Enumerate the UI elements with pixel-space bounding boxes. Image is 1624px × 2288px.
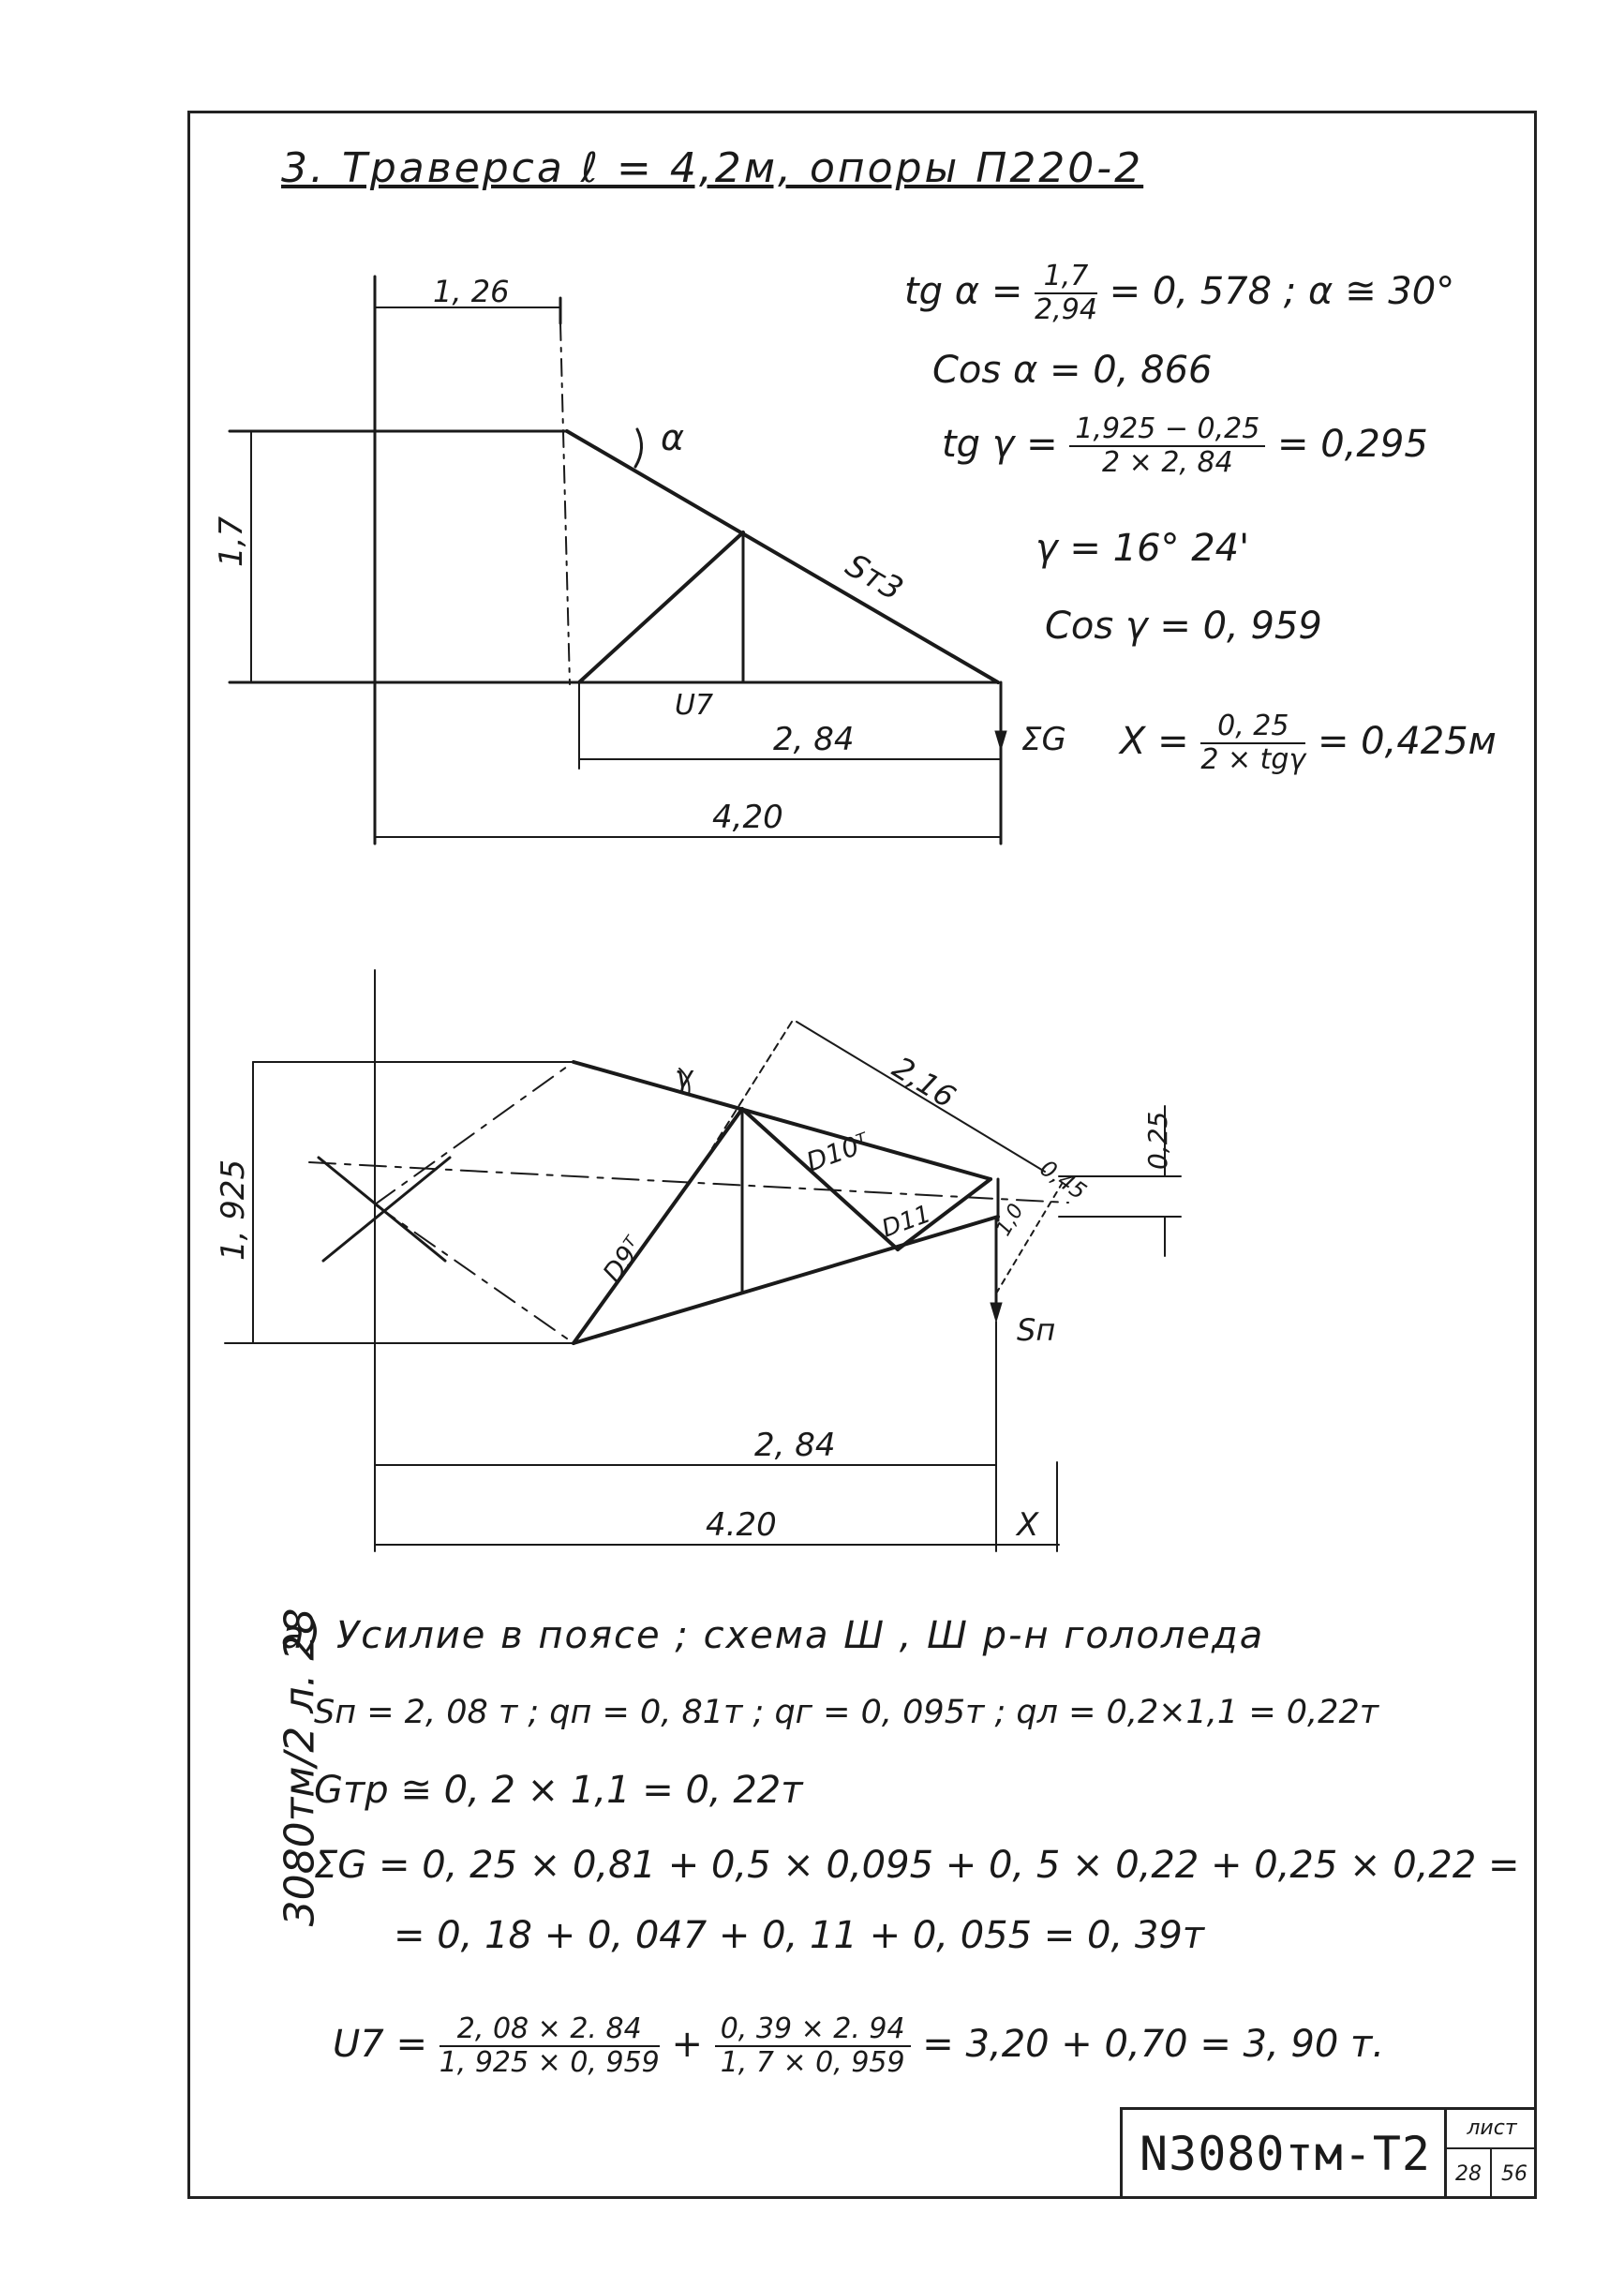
- d2-label-216: 2,16: [886, 1049, 962, 1115]
- calc-u7-numerator-1: 2, 08 × 2. 84: [440, 2015, 660, 2047]
- d1-label-420: 4,20: [712, 799, 783, 836]
- d2-label-d10: D10ᵀ: [802, 1127, 873, 1178]
- formula-tg-gamma-denominator: 2 × 2, 84: [1102, 446, 1233, 479]
- d2-cross-line-b: [323, 1158, 450, 1261]
- formula-tg-gamma-rhs: = 0,295: [1277, 423, 1428, 466]
- d2-label-d11: D11: [878, 1200, 935, 1244]
- d1-load-arrowhead: [995, 731, 1006, 750]
- d2-label-gamma: γ: [675, 1059, 693, 1095]
- d2-dim-216-extension: [712, 1022, 792, 1148]
- calc-u7-numerator-2: 0, 39 × 2. 94: [715, 2015, 911, 2047]
- d1-label-17: 1,7: [213, 516, 250, 567]
- formula-tg-gamma-lhs: tg γ =: [942, 423, 1058, 466]
- section-title: 3. Траверса ℓ = 4,2м, опоры П220-2: [281, 144, 1144, 192]
- title-block: [1120, 2107, 1537, 2199]
- calc-line-3: Gтр ≅ 0, 2 × 1,1 = 0, 22т: [314, 1769, 803, 1812]
- d2-lower-chord: [574, 1217, 998, 1343]
- calc-line-1: а) Усилие в поясе ; схема Ш , Ш р-н гололеда: [281, 1614, 1265, 1657]
- d1-diagonal: [579, 532, 743, 682]
- formula-tg-alpha-rhs: = 0, 578 ; α ≅ 30°: [1109, 270, 1455, 313]
- d2-diagonal-d9: [574, 1109, 742, 1343]
- formula-x-lhs: X =: [1120, 720, 1189, 763]
- d2-label-284: 2, 84: [754, 1427, 836, 1464]
- d2-label-025: 0,25: [1142, 1111, 1173, 1170]
- d2-label-sn: Sп: [1017, 1312, 1056, 1348]
- sheet-label: лист: [1447, 2110, 1537, 2149]
- d1-upper-chord: [567, 431, 998, 682]
- sheet-box: [1444, 2110, 1537, 2199]
- sheet-number: 28: [1447, 2149, 1492, 2199]
- calc-u7-denominator-1: 1, 925 × 0, 959: [439, 2046, 660, 2079]
- formula-gamma: γ = 16° 24': [1035, 527, 1250, 570]
- calc-u7-denominator-2: 1, 7 × 0, 959: [720, 2046, 905, 2079]
- side-note: 3080тм/2 л. 28: [276, 1608, 324, 1927]
- formula-tg-gamma-numerator: 1,925 − 0,25: [1069, 415, 1265, 447]
- d1-axis-dashdot: [560, 323, 570, 684]
- d2-label-1925: 1, 925: [215, 1159, 252, 1261]
- formula-x-denominator: 2 × tgγ: [1200, 743, 1306, 776]
- d1-label-126: 1, 26: [433, 274, 510, 309]
- calc-u7-fraction-2: [715, 2012, 911, 2079]
- d2-label-x: X: [1017, 1506, 1039, 1544]
- document-code: N3080тм-Т2: [1140, 2127, 1432, 2181]
- d1-label-st3: Sт3: [839, 546, 910, 609]
- formula-cos-gamma: Cos γ = 0, 959: [1045, 605, 1322, 648]
- d2-label-045: 0,45: [1035, 1154, 1092, 1205]
- formula-tg-alpha-numerator: 1,7: [1035, 262, 1097, 294]
- d1-label-284: 2, 84: [773, 721, 855, 758]
- formula-cos-alpha: Cos α = 0, 866: [932, 349, 1213, 392]
- calc-line-4: ΣG = 0, 25 × 0,81 + 0,5 × 0,095 + 0, 5 × 0,22 + 0,25 × 0,22 =: [314, 1844, 1520, 1887]
- sheet-total: 56: [1501, 2162, 1527, 2186]
- calc-line-2: Sп = 2, 08 т ; qп = 0, 81т ; qг = 0, 095т ; qл = 0,2×1,1 = 0,22т: [314, 1694, 1379, 1731]
- d1-label-u7: U7: [675, 689, 714, 722]
- calc-line-5: = 0, 18 + 0, 047 + 0, 11 + 0, 055 = 0, 39т: [394, 1914, 1205, 1957]
- calc-u7-rhs: = 3,20 + 0,70 = 3, 90 т.: [922, 2023, 1385, 2066]
- d2-label-10: 1,0: [991, 1200, 1029, 1240]
- d2-rhombus-bottom-left: [375, 1204, 574, 1343]
- formula-x-numerator: 0, 25: [1200, 712, 1305, 744]
- formula-tg-alpha-denominator: 2,94: [1035, 293, 1097, 326]
- d2-label-420: 4.20: [706, 1506, 777, 1544]
- d2-sn-arrowhead: [991, 1303, 1002, 1322]
- d2-rhombus-top-left: [375, 1062, 574, 1204]
- formula-x-rhs: = 0,425м: [1317, 720, 1497, 763]
- d1-label-sum-g: ΣG: [1021, 721, 1066, 758]
- calc-u7-fraction-1: [439, 2012, 660, 2079]
- d1-label-alpha: α: [661, 417, 685, 458]
- calc-u7: [333, 2012, 1385, 2079]
- d1-alpha-arc: [635, 429, 642, 467]
- d2-label-d9: D9ᵀ: [596, 1232, 649, 1289]
- calc-u7-plus: +: [671, 2023, 703, 2066]
- formula-tg-alpha-lhs: tg α =: [904, 270, 1023, 313]
- calc-u7-lhs: U7 =: [333, 2023, 427, 2066]
